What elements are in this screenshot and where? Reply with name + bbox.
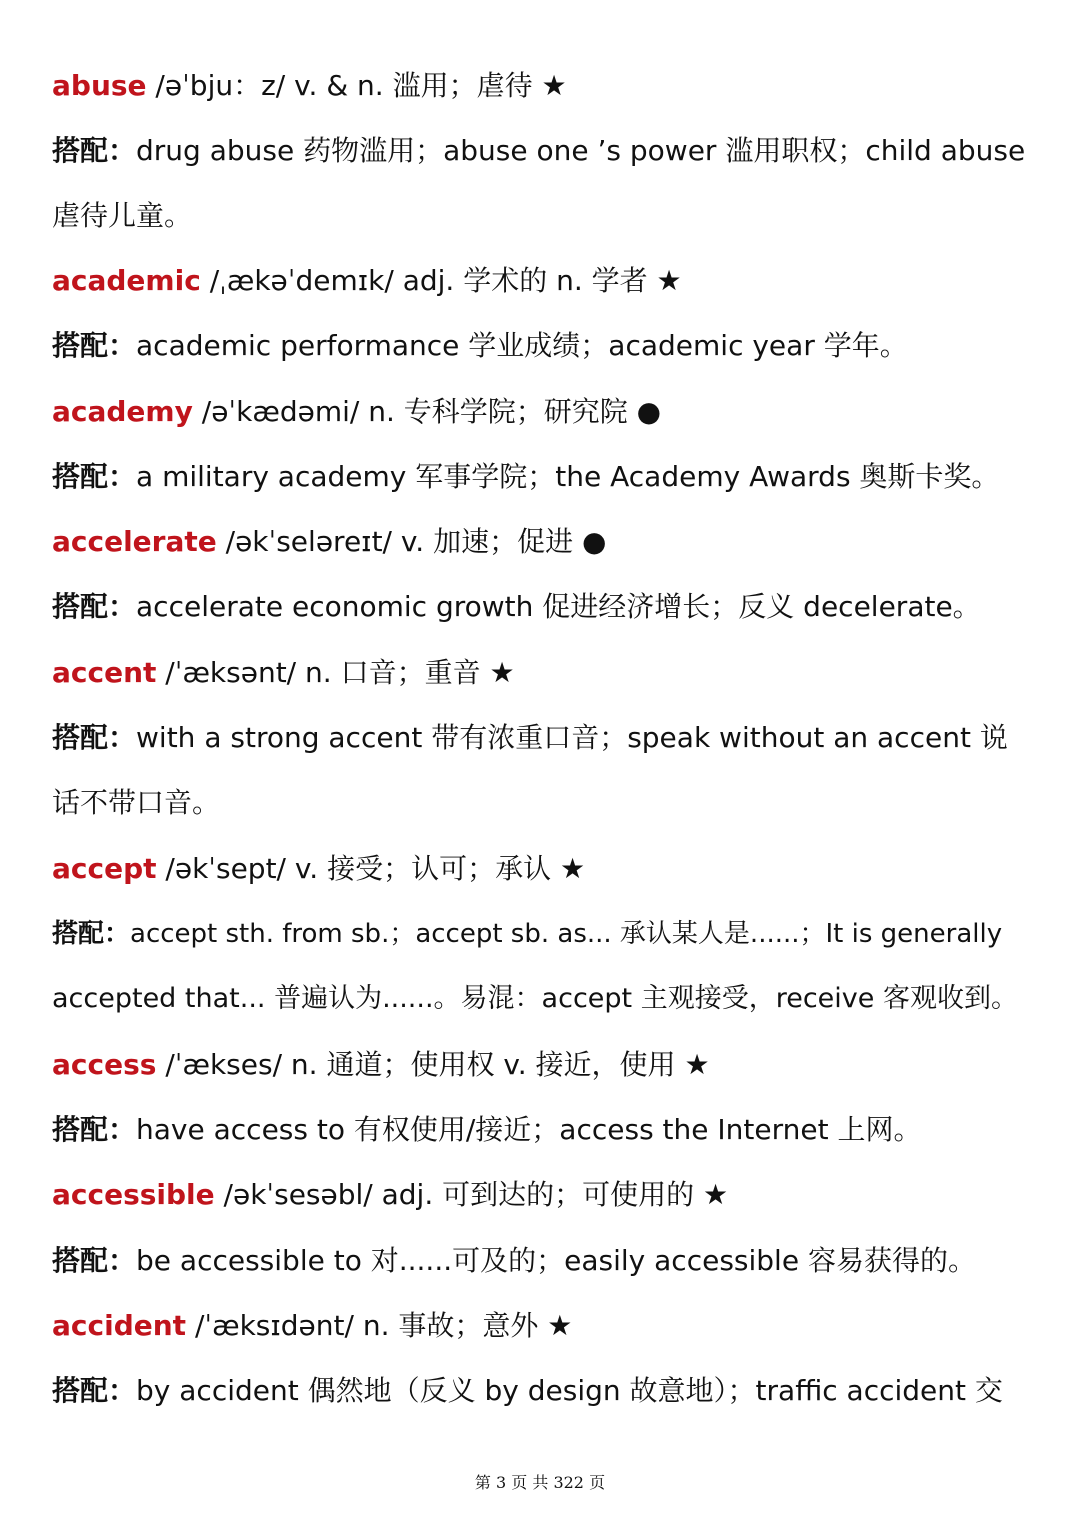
headword: academic [52,264,201,297]
definition: /ˈæksənt/ n. 口音；重音 ★ [156,656,515,689]
entry-academic [52,259,1032,303]
collocation-label: 搭配： [52,1244,137,1277]
definition: /əkˈseləreɪt/ v. 加速；促进 ● [216,525,607,558]
collocation-label: 搭配： [52,919,131,949]
definition: /əˈbju：z/ v. & n. 滥用；虐待 ★ [146,69,567,102]
definition: /əˈkædəmi/ n. 专科学院；研究院 ● [192,395,662,428]
entry-accessible [52,1173,1032,1217]
collocation-text: by accident 偶然地（反义 by design 故意地）；traffic accident 交 [136,1374,1003,1407]
collocation-academic [52,324,1032,368]
collocation-accept [52,912,1032,956]
collocation-accept-cont [52,977,1032,1021]
collocation-accident [52,1369,1032,1413]
collocation-accent-cont [52,781,1032,825]
collocation-label: 搭配： [52,460,137,493]
collocation-accelerate [52,585,1032,629]
definition: /əkˈsept/ v. 接受；认可；承认 ★ [156,852,586,885]
collocation-abuse-cont [52,194,1032,238]
entry-accent [52,651,1032,695]
collocation-text: with a strong accent 带有浓重口音；speak without an accent 说 [136,721,1008,754]
collocation-label: 搭配： [52,329,137,362]
collocation-accessible [52,1239,1032,1283]
headword: accelerate [52,525,217,558]
collocation-text: be accessible to 对......可及的；easily accessible 容易获得的。 [136,1244,976,1277]
entry-abuse [52,64,1032,108]
collocation-text: drug abuse 药物滥用；abuse one ’s power 滥用职权；child abuse [136,134,1026,167]
page-footer: 第 3 页 共 322 页 [474,1473,606,1492]
headword: academy [52,395,193,428]
collocation-label: 搭配： [52,1113,137,1146]
collocation-text: 虐待儿童。 [52,199,193,232]
headword: accent [52,656,157,689]
collocation-label: 搭配： [52,134,137,167]
collocation-text: a military academy 军事学院；the Academy Awards 奥斯卡奖。 [136,460,1000,493]
headword: access [52,1048,157,1081]
headword: accept [52,852,157,885]
collocation-text: accept sth. from sb.；accept sb. as... 承认某人是......；It is generally [130,919,1003,949]
definition: /ˌækəˈdemɪk/ adj. 学术的 n. 学者 ★ [200,264,682,297]
collocation-label: 搭配： [52,721,137,754]
collocation-text: academic performance 学业成绩；academic year 学年。 [136,329,908,362]
entry-access [52,1043,1032,1087]
collocation-accent [52,716,1032,760]
collocation-academy [52,455,1032,499]
collocation-text: have access to 有权使用/接近；access the Internet 上网。 [136,1113,922,1146]
collocation-abuse [52,129,1032,173]
entry-academy [52,390,1032,434]
entry-accident [52,1304,1032,1348]
headword: accident [52,1309,187,1342]
collocation-text: 话不带口音。 [52,786,221,819]
entry-accelerate [52,520,1032,564]
collocation-label: 搭配： [52,1374,137,1407]
collocation-label: 搭配： [52,590,137,623]
definition: /əkˈsesəbl/ adj. 可到达的；可使用的 ★ [214,1178,729,1211]
collocation-access [52,1108,1032,1152]
entry-accept [52,847,1032,891]
headword: abuse [52,69,147,102]
definition: /ˈæksɪdənt/ n. 事故；意外 ★ [186,1309,573,1342]
definition: /ˈækses/ n. 通道；使用权 v. 接近，使用 ★ [156,1048,710,1081]
headword: accessible [52,1178,215,1211]
collocation-text: accepted that... 普遍认为......。易混：accept 主观接受，receive 客观收到。 [52,983,1018,1014]
collocation-text: accelerate economic growth 促进经济增长；反义 decelerate。 [136,590,981,623]
